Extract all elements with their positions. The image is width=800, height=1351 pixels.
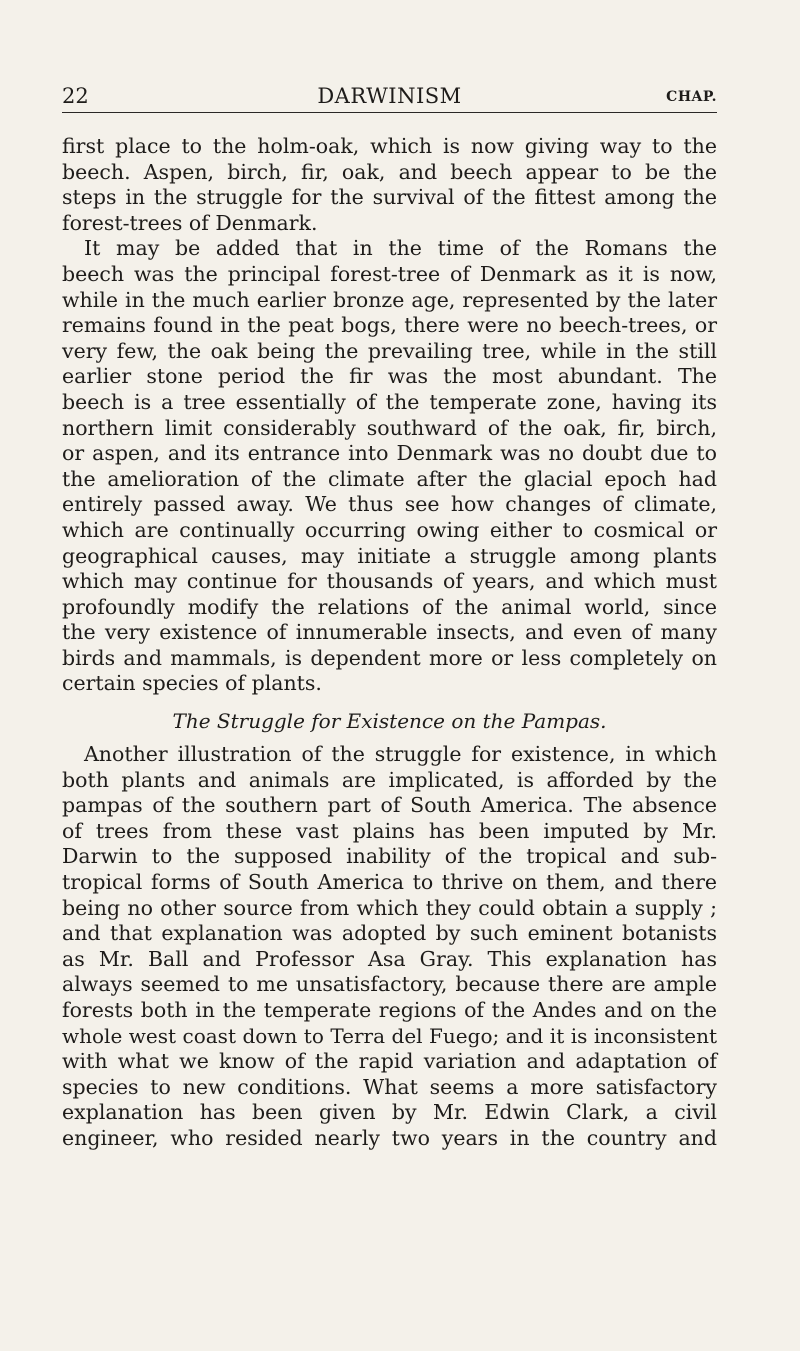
text-line: profoundly modify the relations of the animal world, since <box>62 594 717 619</box>
text-line: forest-trees of Denmark. <box>62 210 318 235</box>
paragraph-3 <box>62 742 717 1152</box>
text-line: the amelioration of the climate after the glacial epoch had <box>62 466 717 491</box>
text-line: species to new conditions. What seems a more satisfactory <box>62 1074 717 1099</box>
text-line: tropical forms of South America to thrive on them, and there <box>62 870 717 895</box>
text-line: with what we know of the rapid variation and adaptation of <box>62 1049 717 1074</box>
text-line: or aspen, and its entrance into Denmark was no doubt due to <box>62 441 717 466</box>
text-line: northern limit considerably southward of the oak, fir, birch, <box>62 415 717 440</box>
text-line: engineer, who resided nearly two years in the country and <box>62 1125 717 1150</box>
text-line: both plants and animals are implicated, is afforded by the <box>62 767 717 792</box>
text-line: birds and mammals, is dependent more or less completely on <box>62 645 717 670</box>
text-line: pampas of the southern part of South America. The absence <box>62 793 717 818</box>
paragraph-1 <box>62 134 717 236</box>
text-line: being no other source from which they could obtain a supply ; <box>62 895 717 920</box>
text-line: which may continue for thousands of years, and which must <box>62 569 717 594</box>
text-line: very few, the oak being the prevailing tree, while in the still <box>62 338 717 363</box>
text-line: explanation has been given by Mr. Edwin Clark, a civil <box>62 1100 717 1125</box>
text-line: the very existence of innumerable insects, and even of many <box>62 620 717 645</box>
text-line: certain species of plants. <box>62 671 322 696</box>
text-line: as Mr. Ball and Professor Asa Gray. This explanation has <box>62 946 717 971</box>
section-title: The Struggle for Existence on the Pampas. <box>172 709 607 734</box>
chapter-label: CHAP. <box>666 89 717 105</box>
text-line: of trees from these vast plains has been imputed by Mr. <box>62 818 717 843</box>
text-line: Darwin to the supposed inability of the tropical and sub- <box>62 844 717 869</box>
text-line: beech. Aspen, birch, fir, oak, and beech appear to be the <box>62 159 717 184</box>
page-header <box>62 82 717 113</box>
text-line: beech was the principal forest-tree of Denmark as it is now, <box>62 261 717 286</box>
running-head: DARWINISM <box>317 84 462 108</box>
text-line: entirely passed away. We thus see how changes of climate, <box>62 492 717 517</box>
text-line: It may be added that in the time of the Romans the <box>84 236 717 261</box>
text-line: Another illustration of the struggle for existence, in which <box>84 742 717 767</box>
text-line: forests both in the temperate regions of the Andes and on the <box>62 998 717 1022</box>
text-line: earlier stone period the fir was the most abundant. The <box>62 364 717 389</box>
text-line: first place to the holm-oak, which is now giving way to the <box>62 134 717 158</box>
text-line: while in the much earlier bronze age, represented by the later <box>62 287 717 312</box>
text-line: beech is a tree essentially of the temperate zone, having its <box>62 389 717 414</box>
text-line: steps in the struggle for the survival of the fittest among the <box>62 185 717 210</box>
text-line: and that explanation was adopted by such eminent botanists <box>62 921 717 946</box>
text-line: always seemed to me unsatisfactory, because there are ample <box>62 972 717 997</box>
text-line: remains found in the peat bogs, there were no beech-trees, or <box>62 313 717 338</box>
text-line: whole west coast down to Terra del Fuego; and it is inconsistent <box>62 1023 717 1048</box>
page-number: 22 <box>62 84 89 108</box>
text-line: geographical causes, may initiate a struggle among plants <box>62 543 717 568</box>
paragraph-2 <box>62 236 717 697</box>
text-line: which are continually occurring owing either to cosmical or <box>62 517 717 542</box>
body-text <box>62 134 717 1152</box>
